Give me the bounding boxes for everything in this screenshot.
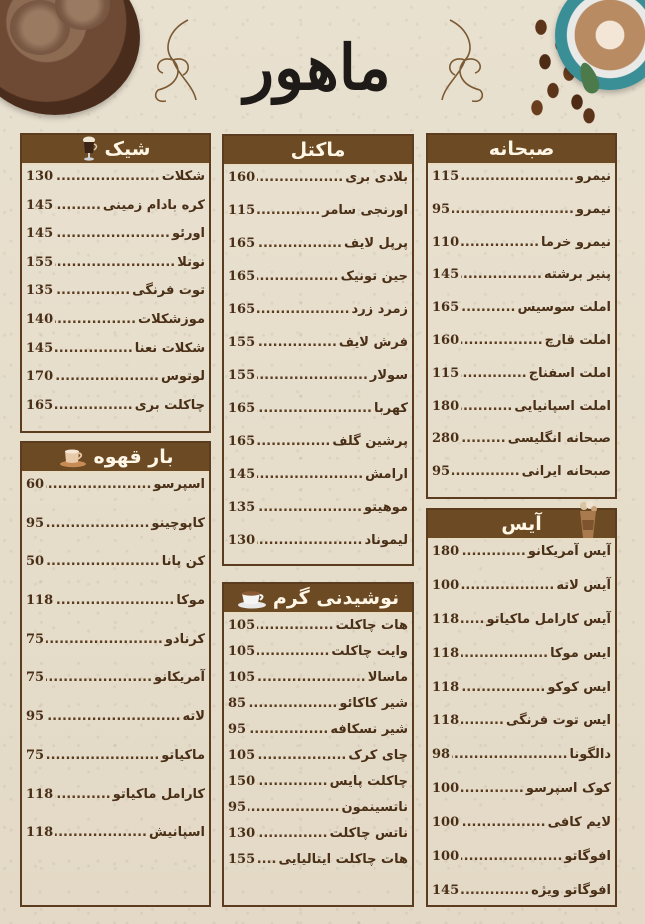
item-name: صبحانه انگلیسی — [507, 431, 611, 447]
item-price: 115 — [432, 365, 460, 381]
item-name: نیمرو خرما — [541, 234, 611, 250]
item-name: کهربا — [374, 401, 408, 416]
item-name: چاکلت پایس — [329, 774, 408, 789]
item-price: 165 — [26, 397, 54, 413]
dot-leader — [452, 202, 574, 217]
dot-leader — [257, 170, 343, 185]
item-price: 130 — [228, 826, 256, 841]
section-header-breakfast — [428, 135, 615, 165]
item-price: 105 — [228, 644, 256, 659]
item-price: 95 — [432, 464, 451, 480]
menu-item — [228, 203, 408, 236]
dot-leader — [257, 748, 346, 763]
dot-leader — [257, 618, 333, 633]
item-name: ایس موکا — [550, 645, 611, 661]
section-hot-drinks — [222, 582, 414, 907]
item-price: 118 — [432, 713, 460, 729]
dot-leader — [257, 401, 372, 416]
dot-leader — [55, 825, 147, 840]
item-price: 145 — [26, 340, 54, 356]
dot-leader — [46, 709, 180, 724]
item-price: 165 — [432, 300, 460, 316]
menu-item — [26, 787, 205, 826]
item-price: 165 — [228, 434, 256, 449]
menu-item — [228, 618, 408, 644]
item-name: لیموناد — [364, 533, 408, 548]
item-name: جین تونیک — [340, 269, 408, 284]
dot-leader — [46, 477, 151, 492]
section-title: ماکتل — [290, 139, 346, 161]
dot-leader — [46, 670, 152, 685]
menu-item — [26, 226, 205, 255]
item-price: 130 — [26, 169, 54, 184]
item-name: لایم کافی — [547, 815, 611, 831]
menu-item — [432, 544, 611, 578]
item-name: نیمرو — [575, 169, 611, 184]
item-name: کن پانا — [161, 554, 205, 570]
item-name: شکلات نعنا — [134, 340, 205, 356]
item-name: ماکیاتو — [161, 747, 205, 763]
menu-item — [228, 401, 408, 434]
item-price: 95 — [432, 201, 451, 217]
item-price: 145 — [26, 197, 54, 213]
dot-leader — [257, 335, 337, 350]
menu-item — [228, 826, 408, 852]
menu-item — [228, 800, 408, 826]
dot-leader — [257, 269, 338, 284]
menu-item — [432, 169, 611, 202]
menu-item — [26, 312, 205, 341]
item-price: 118 — [432, 679, 460, 695]
item-price: 145 — [432, 882, 460, 898]
section-title: آیس — [501, 513, 542, 535]
item-name: زمرد زرد — [351, 302, 408, 317]
dot-leader — [46, 748, 159, 763]
dot-leader — [257, 203, 320, 218]
item-name: اسپانیش — [149, 825, 205, 841]
section-header-hot-drinks — [224, 584, 412, 614]
dot-leader — [46, 516, 149, 531]
item-name: موهیتو — [364, 500, 408, 515]
menu-item — [228, 774, 408, 800]
menu-item — [432, 646, 611, 680]
item-name: اسپرسو — [153, 477, 205, 492]
item-price: 110 — [432, 234, 460, 250]
dot-leader — [257, 368, 368, 383]
dot-leader — [461, 713, 504, 728]
dot-leader — [461, 883, 529, 898]
item-price: 160 — [432, 332, 460, 348]
dot-leader — [46, 632, 163, 647]
item-name: کوک اسپرسو — [525, 781, 611, 797]
item-list — [428, 165, 615, 497]
item-name: بلادی بری — [345, 170, 408, 185]
item-name: افوگاتو — [564, 849, 611, 865]
item-name: افوگاتو ویژه — [531, 882, 611, 898]
item-price: 118 — [432, 645, 460, 661]
item-name: پرشین گلف — [332, 434, 408, 449]
item-name: اورئو — [171, 226, 205, 242]
menu-item — [228, 533, 408, 566]
menu-item — [26, 341, 205, 370]
shake-glass-icon — [81, 136, 99, 162]
dot-leader — [55, 312, 136, 327]
menu-item — [26, 593, 205, 632]
dot-leader — [461, 646, 548, 661]
dot-leader — [461, 544, 526, 559]
item-name: توت فرنگی — [132, 283, 205, 299]
dot-leader — [461, 235, 539, 250]
item-name: پرپل لایف — [343, 236, 408, 251]
section-coffee-bar — [20, 441, 211, 907]
section-title: نوشیدنی گرم — [272, 587, 400, 609]
dot-leader — [461, 849, 562, 864]
dot-leader — [452, 464, 520, 479]
item-price: 105 — [228, 618, 256, 633]
menu-item — [26, 283, 205, 312]
menu-item — [432, 431, 611, 464]
flourish-left-icon — [148, 15, 198, 110]
item-price: 118 — [26, 786, 54, 802]
item-list — [428, 540, 615, 917]
item-price: 280 — [432, 431, 460, 447]
menu-item — [26, 554, 205, 593]
dot-leader — [248, 800, 339, 815]
item-price: 95 — [228, 800, 247, 815]
dot-leader — [55, 787, 111, 802]
menu-item — [26, 825, 205, 864]
item-name: چای کرک — [348, 748, 408, 763]
item-price: 115 — [228, 203, 256, 218]
item-name: ایس کوکو — [547, 679, 611, 695]
item-name: املت اسفناج — [528, 365, 611, 381]
item-price: 100 — [432, 577, 460, 593]
menu-item — [432, 781, 611, 815]
section-header-shake — [22, 135, 209, 165]
coffee-cup-icon — [58, 446, 88, 468]
dot-leader — [461, 781, 524, 796]
item-name: موزشکلات — [138, 311, 205, 327]
menu-item — [432, 399, 611, 432]
item-name: سولار — [369, 368, 408, 383]
dot-leader — [461, 169, 574, 184]
item-price: 155 — [228, 335, 256, 350]
dot-leader — [461, 366, 527, 381]
item-name: کاپوچینو — [151, 515, 205, 531]
section-cocktail — [222, 134, 414, 566]
item-price: 145 — [432, 267, 460, 283]
item-name: پنیر برشته — [543, 267, 611, 283]
dot-leader — [55, 341, 133, 356]
dot-leader — [461, 815, 545, 830]
dot-leader — [55, 255, 175, 270]
dot-leader — [257, 644, 329, 659]
item-name: شکلات — [161, 169, 205, 184]
menu-item — [26, 477, 205, 516]
dot-leader — [461, 578, 554, 593]
menu-item — [228, 467, 408, 500]
menu-item — [228, 368, 408, 401]
menu-item — [26, 369, 205, 398]
cookie-plate-image — [0, 0, 140, 115]
menu-item — [228, 670, 408, 696]
dot-leader — [461, 399, 512, 414]
item-price: 135 — [228, 500, 256, 515]
item-price: 165 — [228, 269, 256, 284]
menu-item — [26, 632, 205, 671]
item-price: 100 — [432, 815, 460, 831]
item-price: 105 — [228, 748, 256, 763]
menu-item — [26, 709, 205, 748]
item-name: چاکلت بری — [134, 397, 205, 413]
section-header-cocktail — [224, 136, 412, 166]
item-price: 165 — [228, 401, 256, 416]
dot-leader — [461, 300, 515, 315]
item-price: 50 — [26, 554, 45, 570]
item-price: 170 — [26, 369, 54, 385]
dot-leader — [257, 434, 330, 449]
item-name: کرنادو — [164, 631, 205, 647]
iced-coffee-icon — [576, 500, 600, 540]
item-name: لوتوس — [160, 369, 205, 385]
item-name: آیس آمریکانو — [527, 544, 611, 559]
menu-item — [432, 202, 611, 235]
menu-item — [228, 434, 408, 467]
dot-leader — [55, 226, 170, 241]
menu-item — [432, 747, 611, 781]
item-price: 165 — [228, 302, 256, 317]
dot-leader — [461, 267, 542, 282]
dot-leader — [257, 774, 327, 789]
item-price: 180 — [432, 544, 460, 559]
menu-item — [228, 748, 408, 774]
menu-item — [228, 236, 408, 269]
item-name: املت اسپانیایی — [514, 398, 611, 414]
menu-item — [432, 680, 611, 714]
menu-item — [432, 713, 611, 747]
item-name: آیس لاته — [556, 577, 611, 593]
item-name: هات چاکلت — [335, 618, 408, 633]
section-title: صبحانه — [488, 138, 555, 160]
menu-item — [228, 335, 408, 368]
item-name: اورنجی سامر — [322, 203, 408, 218]
item-name: ایس توت فرنگی — [505, 713, 611, 729]
menu-item — [432, 464, 611, 497]
item-price: 155 — [228, 852, 256, 867]
item-name: آمریکانو — [154, 670, 205, 686]
flourish-right-icon — [440, 15, 490, 110]
item-price: 135 — [26, 283, 54, 299]
section-breakfast — [426, 133, 617, 499]
item-list — [224, 166, 412, 566]
item-name: شیر نسکافه — [330, 722, 408, 737]
menu-item — [432, 578, 611, 612]
item-name: املت سوسیس — [517, 300, 611, 316]
menu-item — [432, 300, 611, 333]
dot-leader — [55, 169, 160, 184]
item-name: هات چاکلت ایتالیایی — [278, 852, 408, 867]
menu-item — [432, 612, 611, 646]
item-name: املت قارچ — [544, 332, 611, 348]
section-ice — [426, 508, 617, 907]
menu-item — [432, 267, 611, 300]
item-price: 155 — [228, 368, 256, 383]
dot-leader — [257, 500, 362, 515]
menu-item — [26, 398, 205, 427]
item-price: 130 — [228, 533, 256, 548]
item-list — [22, 165, 209, 426]
menu-item — [432, 815, 611, 849]
dot-leader — [452, 747, 567, 762]
menu-item — [26, 748, 205, 787]
item-name: موکا — [176, 593, 205, 609]
item-price: 165 — [228, 236, 256, 251]
item-name: صبحانه ایرانی — [521, 464, 611, 480]
menu-item — [432, 235, 611, 268]
dot-leader — [257, 852, 276, 867]
item-name: کره بادام زمینی — [102, 197, 205, 213]
item-price: 118 — [26, 593, 54, 609]
dot-leader — [55, 283, 130, 298]
item-name: کارامل ماکیاتو — [112, 786, 205, 802]
menu-item — [432, 333, 611, 366]
dot-leader — [55, 198, 101, 213]
item-price: 75 — [26, 747, 45, 763]
item-name: شیر کاکائو — [339, 696, 408, 711]
item-name: آیس کارامل ماکیاتو — [486, 611, 611, 627]
dot-leader — [257, 236, 342, 251]
menu-item — [228, 852, 408, 878]
item-price: 150 — [228, 774, 256, 789]
menu-item — [26, 516, 205, 555]
dot-leader — [248, 722, 328, 737]
item-name: وایت چاکلت — [331, 644, 408, 659]
menu-item — [228, 269, 408, 302]
dot-leader — [461, 680, 545, 695]
item-price: 118 — [26, 825, 54, 841]
menu-item — [26, 670, 205, 709]
item-name: ناتس چاکلت — [329, 826, 408, 841]
item-list — [224, 614, 412, 878]
menu-item — [26, 255, 205, 284]
section-header-coffee-bar — [22, 443, 209, 473]
dot-leader — [257, 533, 362, 548]
item-list — [22, 473, 209, 864]
menu-item — [228, 696, 408, 722]
menu-item — [228, 644, 408, 670]
dot-leader — [257, 302, 349, 317]
item-price: 85 — [228, 696, 247, 711]
menu-item — [228, 722, 408, 748]
item-name: ماسالا — [367, 670, 408, 685]
item-price: 105 — [228, 670, 256, 685]
menu-item — [432, 883, 611, 917]
item-price: 140 — [26, 311, 54, 327]
item-price: 95 — [26, 515, 45, 531]
item-price: 180 — [432, 398, 460, 414]
item-name: دالگونا — [569, 747, 611, 763]
dot-leader — [55, 398, 133, 413]
item-price: 100 — [432, 849, 460, 865]
item-price: 118 — [432, 611, 460, 627]
item-name: ناتسینمون — [341, 800, 408, 815]
section-title: بار قهوه — [93, 446, 174, 468]
item-name: ارامش — [365, 467, 408, 482]
dot-leader — [55, 369, 159, 384]
dot-leader — [461, 612, 484, 627]
dot-leader — [248, 696, 337, 711]
item-price: 95 — [228, 722, 247, 737]
brand-logo-title: ماهور — [244, 31, 391, 104]
dot-leader — [257, 670, 366, 685]
item-name: نوتلا — [177, 254, 205, 270]
menu-item — [432, 849, 611, 883]
menu-item — [432, 366, 611, 399]
menu-item — [228, 302, 408, 335]
section-title: شیک — [104, 138, 151, 160]
item-price: 100 — [432, 781, 460, 797]
item-price: 60 — [26, 477, 45, 492]
item-name: فرش لایف — [338, 335, 408, 350]
item-price: 155 — [26, 254, 54, 270]
section-header-ice — [428, 510, 615, 540]
item-price: 75 — [26, 631, 45, 647]
item-price: 95 — [26, 709, 45, 725]
item-price: 145 — [228, 467, 256, 482]
dot-leader — [46, 554, 160, 569]
menu-header — [0, 0, 645, 130]
tea-cup-icon — [237, 587, 267, 609]
item-price: 75 — [26, 670, 45, 686]
menu-item — [26, 169, 205, 198]
item-price: 160 — [228, 170, 256, 185]
dot-leader — [257, 467, 363, 482]
menu-item — [26, 198, 205, 227]
item-name: لاته — [182, 709, 205, 725]
item-price: 98 — [432, 747, 451, 763]
dot-leader — [461, 431, 506, 446]
item-name: نیمرو — [575, 201, 611, 217]
dot-leader — [257, 826, 327, 841]
item-price: 145 — [26, 226, 54, 242]
menu-item — [228, 170, 408, 203]
item-price: 115 — [432, 169, 460, 184]
dot-leader — [461, 333, 543, 348]
menu-item — [228, 500, 408, 533]
dot-leader — [55, 593, 174, 608]
section-shake — [20, 133, 211, 433]
